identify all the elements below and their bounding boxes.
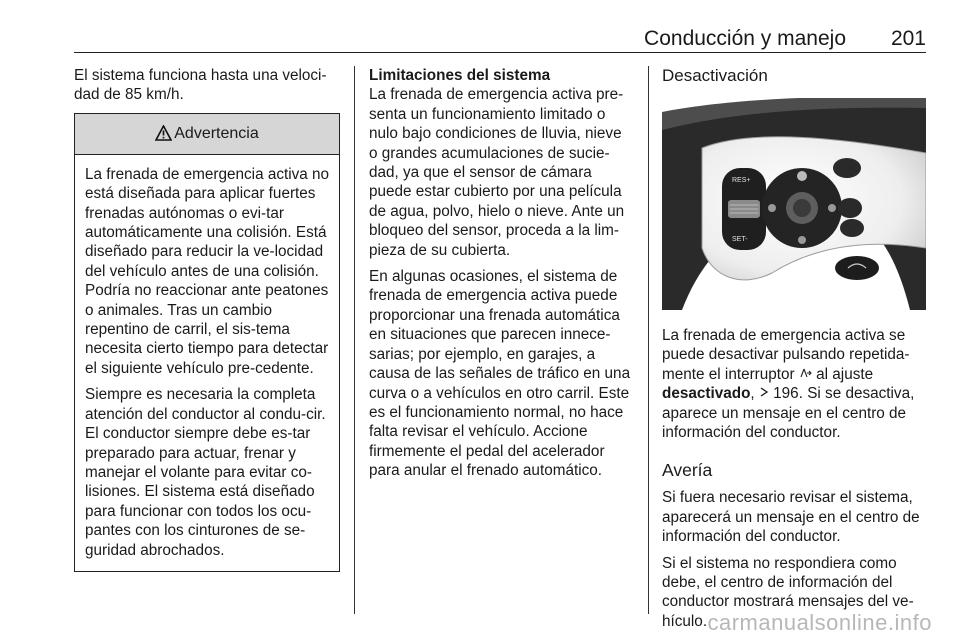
res-label: RES+ — [732, 177, 751, 184]
set-label: SET- — [732, 236, 748, 243]
limitations-paragraph: La frenada de emergencia activa pre-senta un funcionamiento limitado o nulo bajo condiciones de lluvia, nieve o grandes acumulaciones de sucie-dad, ya que el sensor de cámara puede estar cubierto por una película de agua, polvo, hielo o nieve. Ante un bloqueo del sensor, proceda a la lim-pieza de su cubierta. — [369, 86, 625, 259]
column-left — [74, 66, 340, 572]
warning-triangle-icon — [155, 125, 172, 141]
assist-switch-icon — [799, 367, 812, 379]
page-reference-icon — [759, 386, 769, 398]
column-divider — [354, 66, 355, 614]
column-divider — [648, 66, 649, 614]
column-right — [662, 66, 926, 638]
steering-wheel-controls-image — [662, 98, 926, 310]
page-header — [74, 26, 926, 53]
failure-heading: Avería — [662, 460, 713, 481]
limitations-heading: Limitaciones del sistema — [369, 67, 551, 84]
column-middle — [369, 66, 634, 488]
warning-header — [75, 114, 339, 155]
page-reference: 196 — [773, 385, 799, 403]
warning-box — [74, 113, 340, 572]
failure-paragraph: Si el sistema no respondiera como debe, el centro de información del conductor mostrará mensajes del ve-hículo. — [662, 554, 914, 630]
warning-title: Advertencia — [174, 124, 259, 142]
page-number: 201 — [890, 27, 926, 50]
section-title: Conducción y manejo — [644, 27, 846, 50]
warning-paragraph: Siempre es necesaria la completa atención del conductor al condu-cir. El conductor siempre debe es-tar preparado para actuar, frenar y manejar el volante para evitar co-lisiones. El sistema está diseñado para funcionar con todos los ocu-pantes con los cinturones de se-guridad abrochados. — [85, 386, 326, 559]
limitations-paragraph: En algunas ocasiones, el sistema de frenada de emergencia activa puede proporcionar una frenada automática en situaciones que parecen innece-sarias; por ejemplo, en garajes, a causa de las señales de tráfico en una curva o a vehículos en otro carril. Este es el funcionamiento normal, no hace falta revisar el vehículo. Accione firmemente el pedal del acelerador para anular el frenado automático. — [369, 268, 631, 480]
failure-paragraph: Si fuera necesario revisar el sistema, aparecerá un mensaje en el centro de información del conductor. — [662, 489, 920, 546]
warning-body — [75, 155, 339, 571]
watermark-text: carmanualsonline.info — [707, 610, 932, 635]
deactivation-paragraph: La frenada de emergencia activa se puede desactivar pulsando repetida-mente el interruptor al ajuste desactivado, 196. Si se desactiva, aparece un mensaje en el centro de información del conductor. — [662, 327, 915, 442]
intro-text: El sistema funciona hasta una veloci-dad de 85 km/h. — [74, 67, 327, 104]
warning-paragraph: La frenada de emergencia activa no está diseñada para aplicar fuertes frenadas autónomas o evi-tar automáticamente una colisión. Está diseñado para reducir la ve-locidad del vehículo antes de una colisión. Podría no reaccionar ante peatones o animales. Tras un cambio repentino de carril, el sis-tema necesita cierto tiempo para detectar el siguiente vehículo pre-cedente. — [85, 165, 330, 377]
deactivation-heading: Desactivación — [662, 66, 768, 85]
